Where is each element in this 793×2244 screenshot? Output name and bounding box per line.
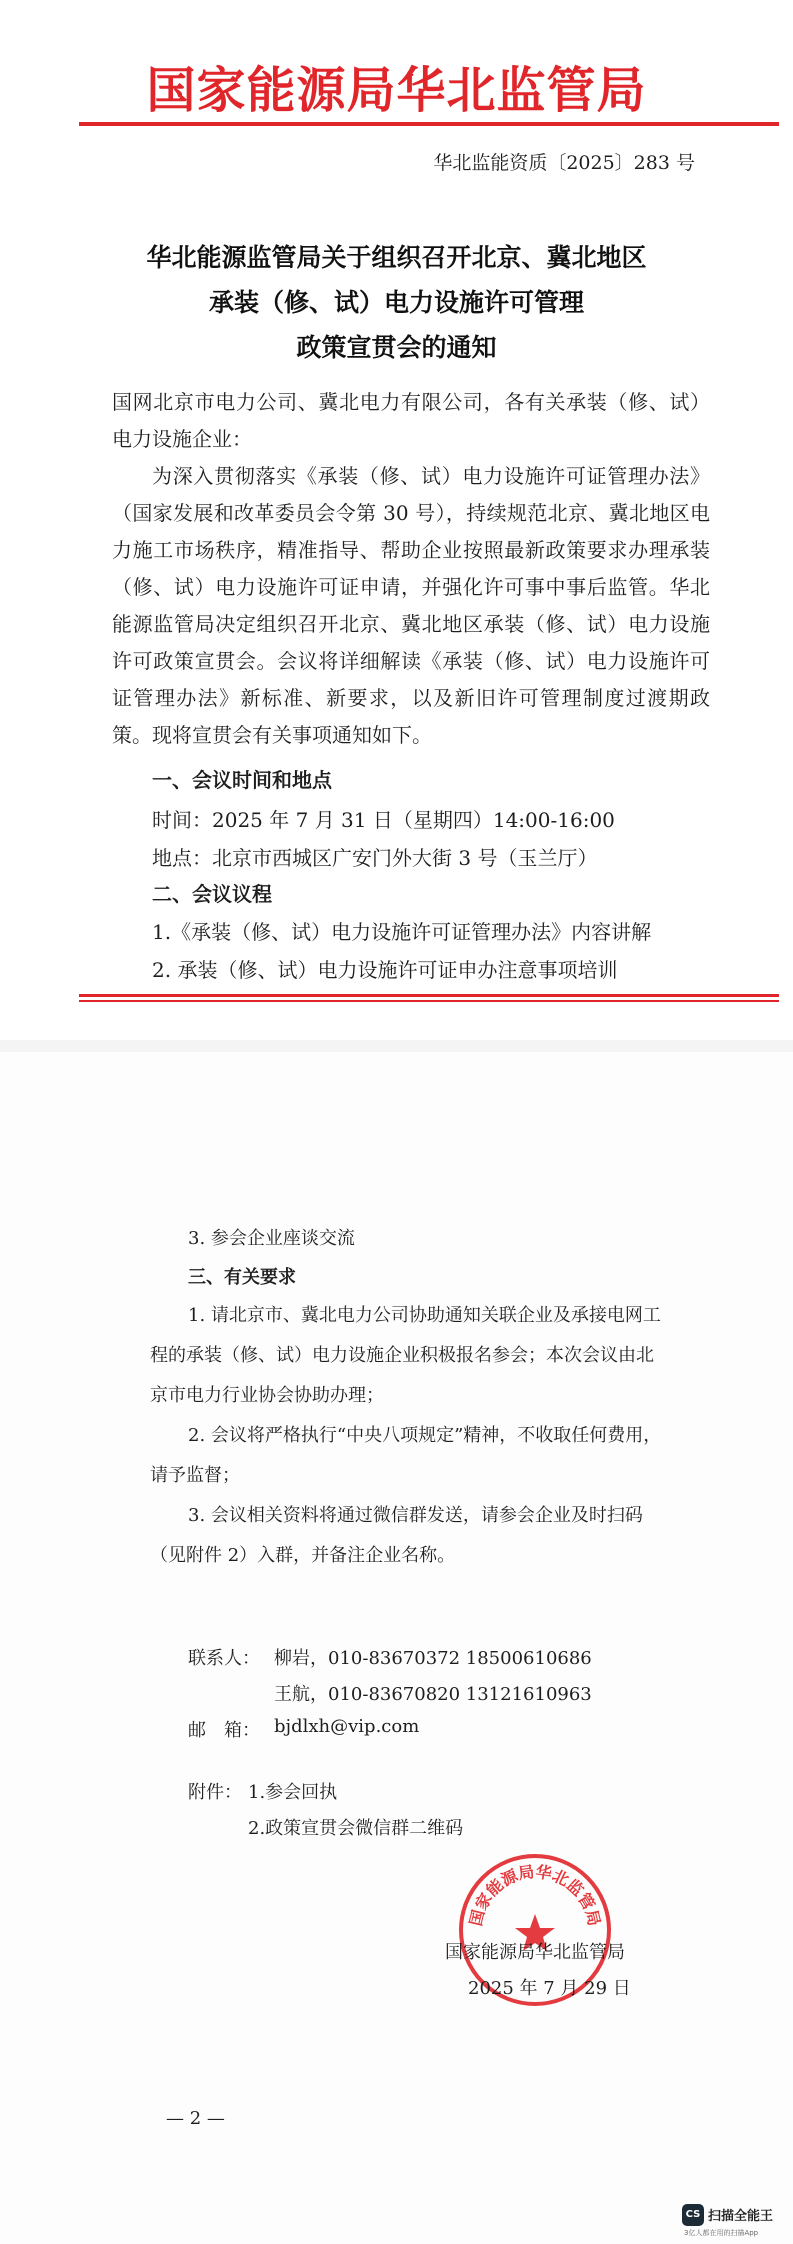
header-rule: [79, 122, 779, 126]
footer-rule-top: [79, 994, 779, 997]
seal-text: 国家能源局华北监管局: [466, 1862, 604, 1928]
title-line-2: 承装（修、试）电力设施许可管理: [208, 288, 584, 317]
email-value: bjdlxh@vip.com: [274, 1716, 420, 1737]
meeting-place: 地点：北京市西城区广安门外大街 3 号（玉兰厅）: [152, 846, 598, 870]
document-number: 华北监能资质〔2025〕283 号: [433, 152, 695, 174]
signing-date: 2025 年 7 月 29 日: [468, 1978, 631, 1999]
org-header: 国家能源局华北监管局: [146, 61, 647, 119]
agenda-item-2: 2. 承装（修、试）电力设施许可证申办注意事项培训: [152, 958, 618, 982]
title-line-3: 政策宣贯会的通知: [296, 333, 497, 362]
body-paragraph: 为深入贯彻落实《承装（修、试）电力设施许可证管理办法》（国家发展和改革委员会令第 30 号），持续规范北京、冀北地区电力施工市场秩序，精准指导、帮助企业按照最新政策要求办理承装（修、试）电力设施许可证申请，并强化许可事中事后监管。华北能源监管局决定组织召开北京、冀北地区承装（修、试）电力设施许可政策宣贯会。会议将详细解读《承装（修、试）电力设施许可证管理办法》新标准、新要求，以及新旧许可管理制度过渡期政策。现将宣贯会有关事项通知如下。: [112, 464, 710, 747]
scanner-tagline-2: 3亿人都在用的扫描App: [684, 2229, 759, 2237]
email-label: 邮 箱：: [188, 1720, 260, 1741]
addressee: 国网北京市电力公司、冀北电力有限公司，各有关承装（修、试）电力设施企业：: [112, 390, 710, 451]
requirement-2: 2. 会议将严格执行“中央八项规定”精神，不收取任何费用，请予监督；: [150, 1425, 662, 1486]
contact-1: 柳岩，010-83670372 18500610686: [274, 1648, 592, 1669]
document-page-2: [0, 1052, 793, 2244]
requirement-1: 1. 请北京市、冀北电力公司协助通知关联企业及承接电网工程的承装（修、试）电力设施企业积极报名参会；本次会议由北京市电力行业协会协助办理；: [150, 1305, 661, 1406]
scanner-logo-icon-2: CS: [682, 2204, 704, 2226]
meeting-time: 时间：2025 年 7 月 31 日（星期四）14:00-16:00: [152, 808, 615, 832]
footer-rule-bottom: [79, 1000, 779, 1002]
attachment-1: 1.参会回执: [248, 1782, 338, 1803]
section-1-heading: 一、会议时间和地点: [152, 768, 332, 792]
document-page-1: [0, 0, 793, 1052]
section-3-heading: 三、有关要求: [188, 1267, 296, 1288]
attachment-2: 2.政策宣贯会微信群二维码: [248, 1818, 464, 1839]
scanner-app-name-2: 扫描全能王: [708, 2209, 774, 2224]
contact-2: 王航，010-83670820 13121610963: [274, 1684, 592, 1705]
contact-label: 联系人：: [188, 1648, 260, 1669]
section-2-heading: 二、会议议程: [152, 882, 272, 906]
page-number: — 2 —: [166, 2108, 225, 2129]
requirement-3: 3. 会议相关资料将通过微信群发送，请参会企业及时扫码（见附件 2）入群，并备注企业名称。: [150, 1505, 643, 1566]
title-line-1: 华北能源监管局关于组织召开北京、冀北地区: [146, 243, 647, 272]
attachment-label: 附件：: [188, 1782, 242, 1803]
agenda-item-1: 1.《承装（修、试）电力设施许可证管理办法》内容讲解: [152, 920, 652, 944]
signer: 国家能源局华北监管局: [445, 1942, 625, 1963]
agenda-item-3: 3. 参会企业座谈交流: [188, 1228, 355, 1249]
